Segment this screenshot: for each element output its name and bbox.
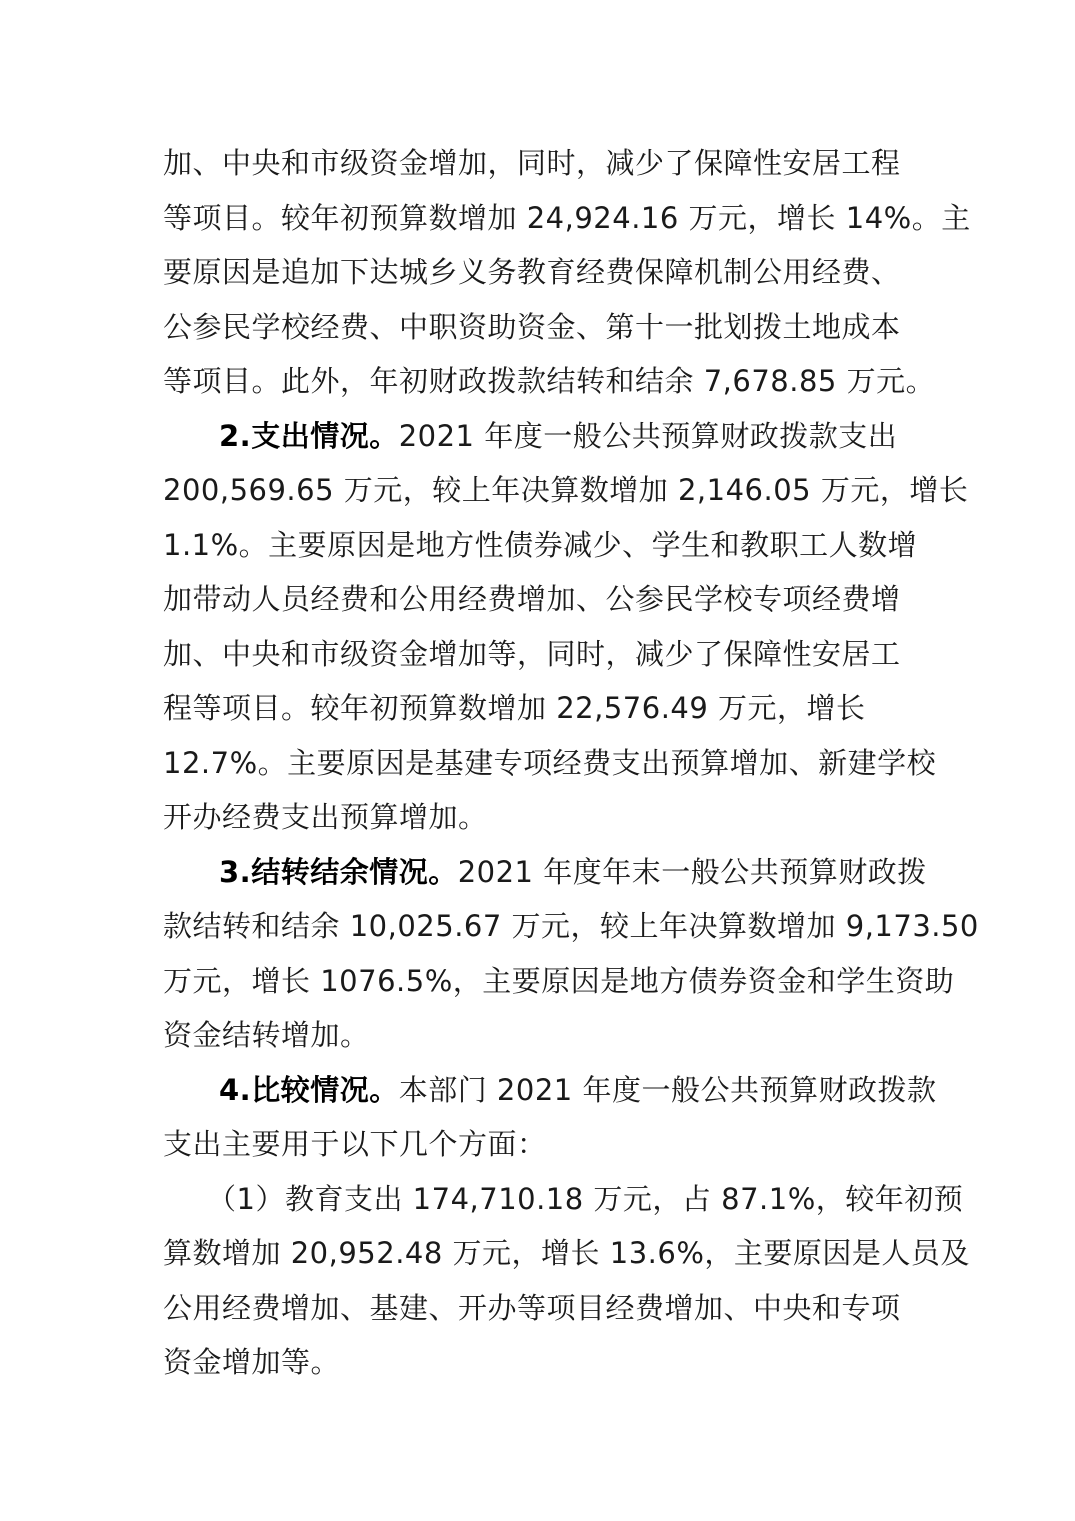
text-line: 12.7%。主要原因是基建专项经费支出预算增加、新建学校 bbox=[163, 745, 937, 780]
text-line: 公参民学校经费、中职资助资金、第十一批划拨土地成本 bbox=[163, 309, 901, 344]
text-line: 加、中央和市级资金增加等，同时，减少了保障性安居工 bbox=[163, 636, 901, 671]
section-heading-expenditure: 2.支出情况。 bbox=[219, 418, 399, 453]
text-run: 本部门 2021 年度一般公共预算财政拨款 bbox=[398, 1072, 937, 1107]
text-line: 等项目。此外，年初财政拨款结转和结余 7,678.85 万元。 bbox=[163, 364, 936, 398]
text-line: 程等项目。较年初预算数增加 22,576.49 万元，增长 bbox=[163, 691, 866, 725]
text-line: 1.1%。主要原因是地方性债券减少、学生和教职工人数增 bbox=[163, 527, 918, 562]
text-line: 200,569.65 万元，较上年决算数增加 2,146.05 万元，增长 bbox=[163, 473, 969, 507]
text-line: 资金结转增加。 bbox=[163, 1018, 370, 1052]
text-line: 开办经费支出预算增加。 bbox=[163, 800, 488, 834]
text-line: 加带动人员经费和公用经费增加、公参民学校专项经费增 bbox=[163, 582, 901, 616]
text-run: 2021 年度一般公共预算财政拨款支出 bbox=[398, 418, 898, 453]
text-line: 资金增加等。 bbox=[163, 1345, 341, 1379]
text-line: 算数增加 20,952.48 万元，增长 13.6%，主要原因是人员及 bbox=[163, 1236, 970, 1270]
text-line: 加、中央和市级资金增加，同时，减少了保障性安居工程 bbox=[163, 146, 901, 180]
text-line: 万元，增长 1076.5%，主要原因是地方债券资金和学生资助 bbox=[163, 963, 955, 998]
paragraph-expenditure-start bbox=[163, 409, 923, 464]
text-run: 2021 年度年末一般公共预算财政拨 bbox=[457, 854, 927, 889]
list-item-education: （1）教育支出 174,710.18 万元，占 87.1%，较年初预 bbox=[207, 1181, 964, 1216]
section-heading-carryover: 3.结转结余情况。 bbox=[219, 854, 458, 889]
paragraph-comparison-start bbox=[163, 1063, 937, 1118]
document-body bbox=[163, 136, 979, 1390]
text-line: 要原因是追加下达城乡义务教育经费保障机制公用经费、 bbox=[163, 255, 901, 289]
text-line: 款结转和结余 10,025.67 万元，较上年决算数增加 9,173.50 bbox=[163, 909, 979, 943]
text-line: 支出主要用于以下几个方面： bbox=[163, 1127, 547, 1161]
text-line: 公用经费增加、基建、开办等项目经费增加、中央和专项 bbox=[163, 1290, 901, 1325]
text-line: 等项目。较年初预算数增加 24,924.16 万元，增长 14%。主 bbox=[163, 200, 971, 235]
section-heading-comparison: 4.比较情况。 bbox=[219, 1072, 399, 1107]
paragraph-carryover-start bbox=[163, 845, 927, 900]
